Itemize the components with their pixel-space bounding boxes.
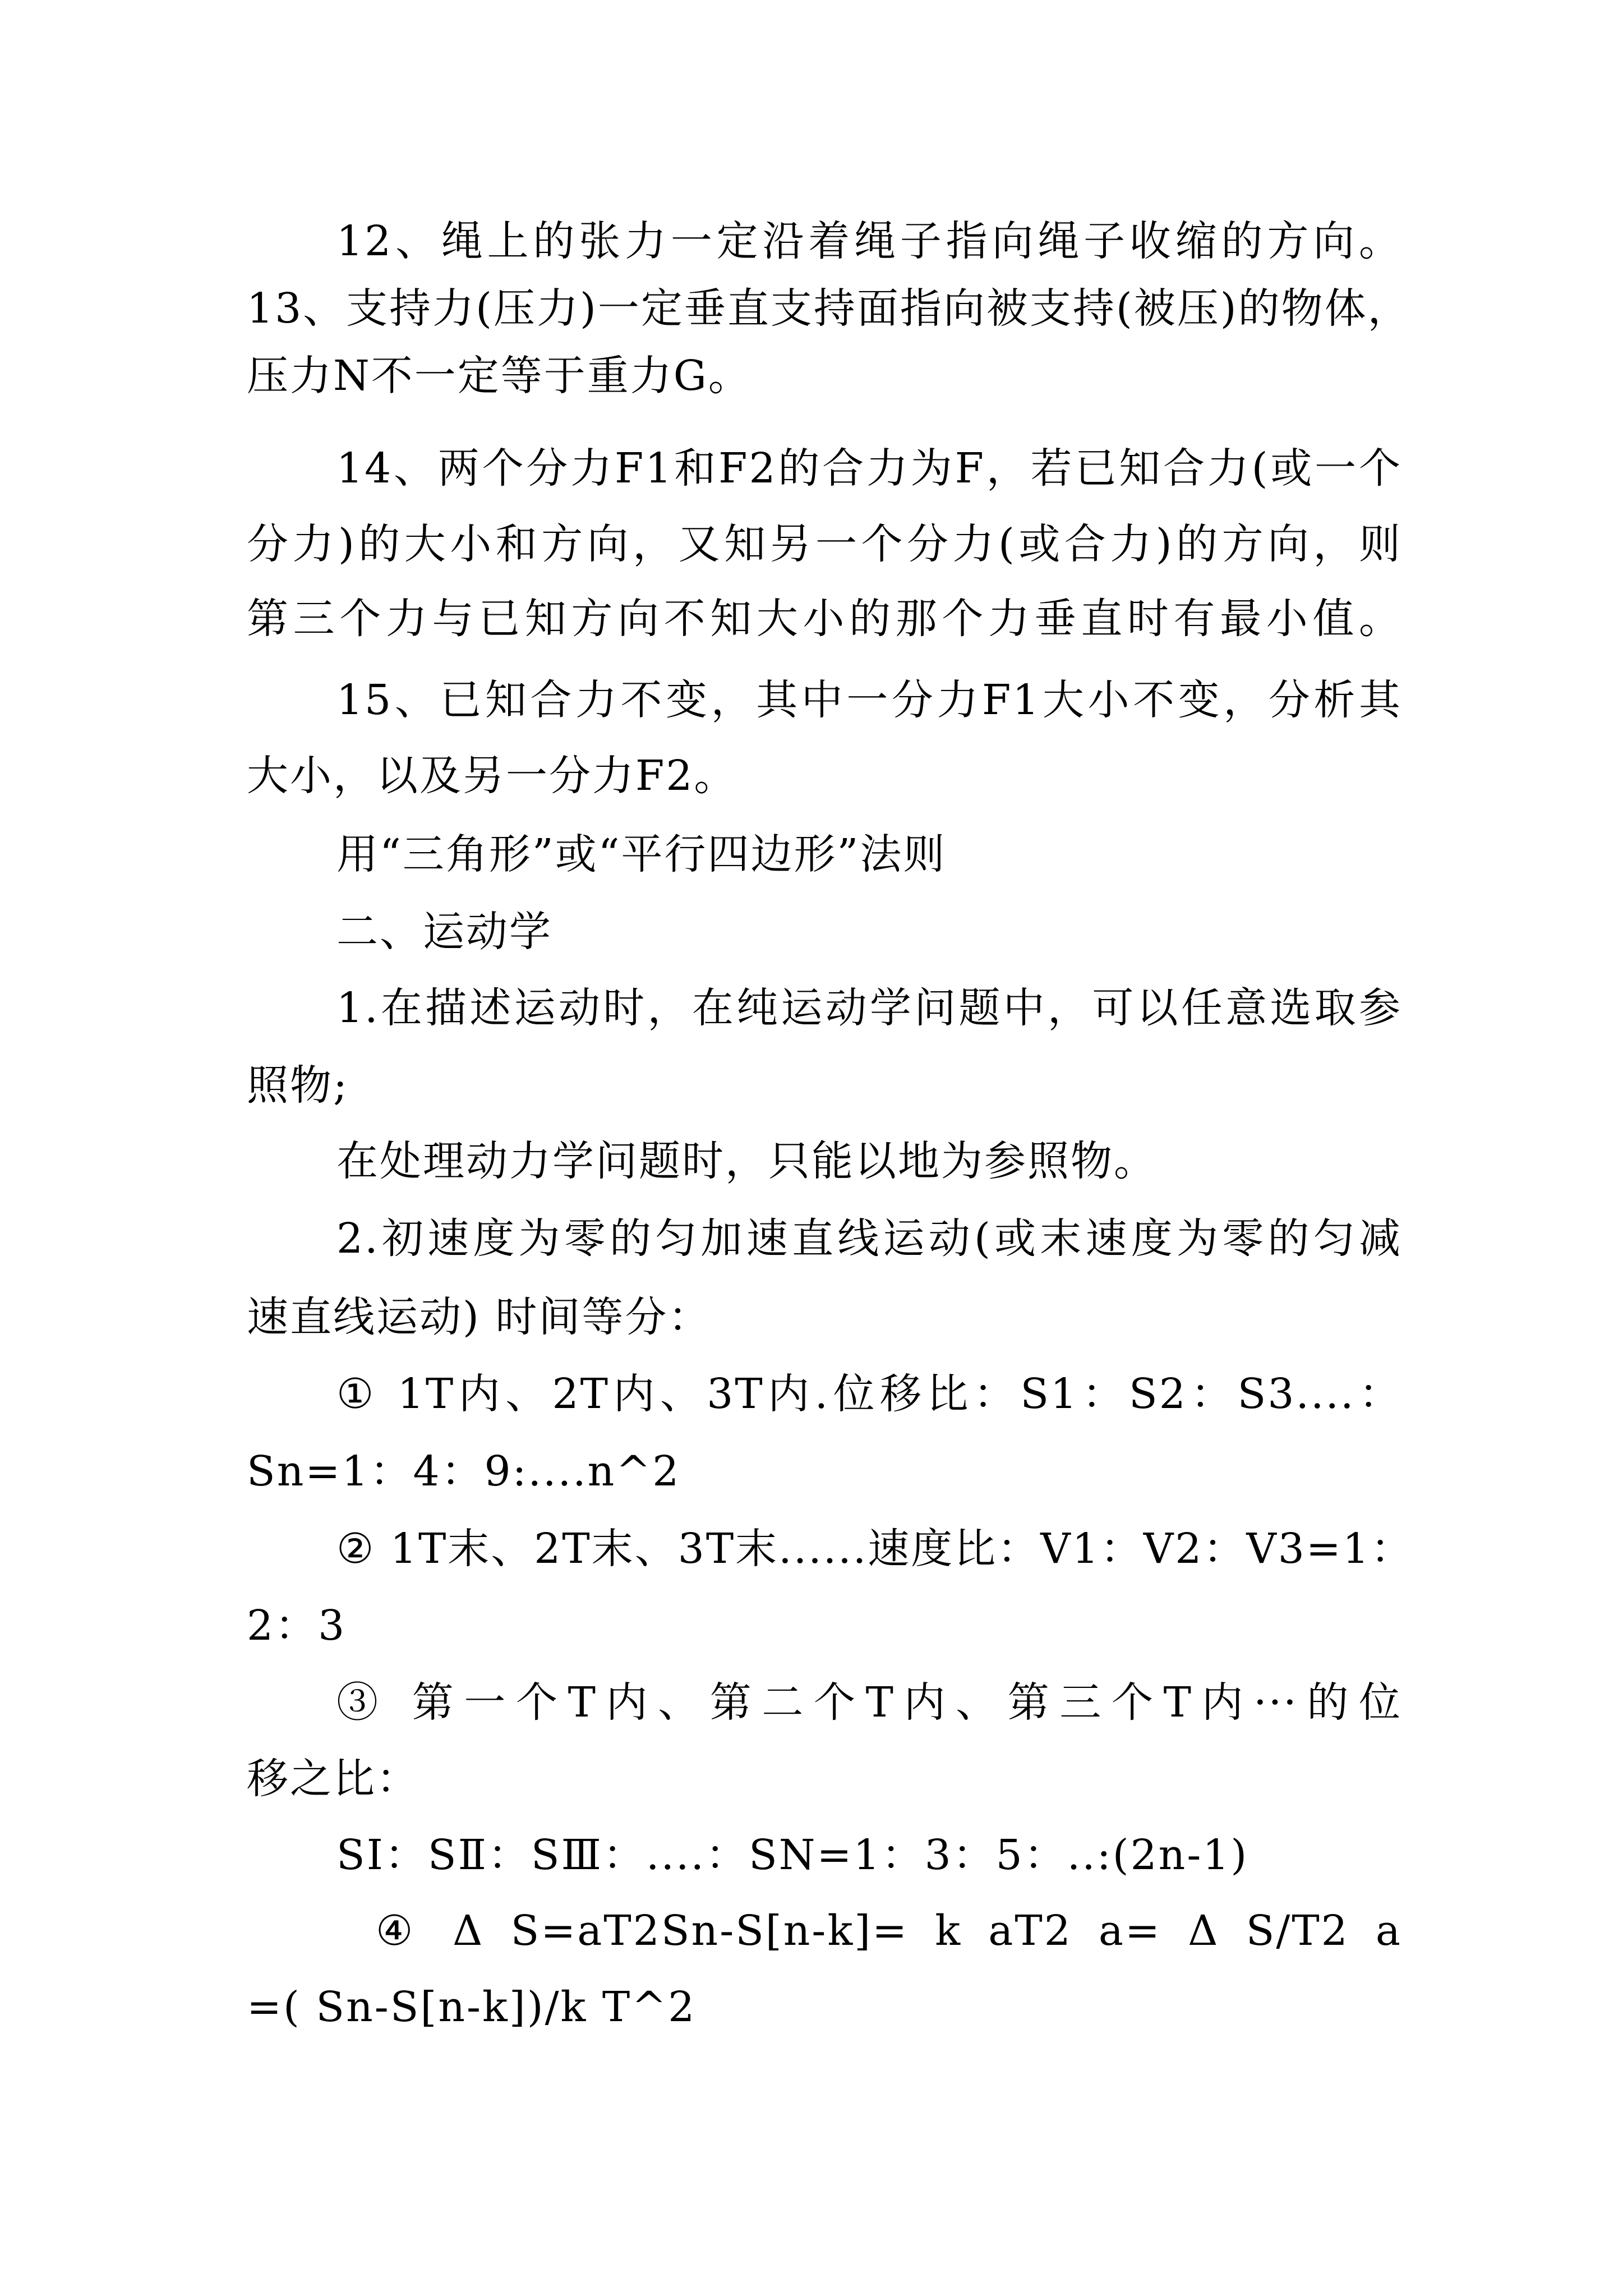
paragraph-line: 15、已知合力不变，其中一分力F1大小不变，分析其 — [336, 676, 1402, 724]
paragraph-line: 第三个力与已知方向不知大小的那个力垂直时有最小值。 — [247, 595, 1402, 643]
paragraph-line: ① 1T内、2T内、3T内.位移比：S1：S2：S3....： — [336, 1370, 1402, 1418]
paragraph-line: 照物; — [247, 1061, 349, 1110]
paragraph-line: 2：3 — [247, 1602, 347, 1650]
paragraph-line: 移之比： — [247, 1755, 419, 1803]
paragraph-line: 1.在描述运动时，在纯运动学问题中，可以任意选取参 — [336, 984, 1402, 1032]
paragraph-line: 分力)的大小和方向，又知另一个分力(或合力)的方向，则 — [247, 520, 1402, 568]
paragraph-line: 2.初速度为零的匀加速直线运动(或末速度为零的匀减 — [336, 1214, 1402, 1263]
formula-line: =( Sn-S[n-k])/k T^2 — [247, 1983, 697, 2031]
paragraph-line: 14、两个分力F1和F2的合力为F，若已知合力(或一个 — [336, 444, 1402, 493]
paragraph-line: 用“三角形”或“平行四边形”法则 — [336, 830, 947, 878]
paragraph-line: ③ 第一个T内、第二个T内、第三个T内···的位 — [336, 1678, 1402, 1727]
paragraph-line: Sn=1：4：9:....n^2 — [247, 1447, 681, 1496]
paragraph-line: 12、绳上的张力一定沿着绳子指向绳子收缩的方向。 — [336, 217, 1402, 265]
section-heading: 二、运动学 — [336, 908, 552, 956]
paragraph-line: 13、支持力(压力)一定垂直支持面指向被支持(被压)的物体， — [247, 284, 1411, 333]
paragraph-line: 大小，以及另一分力F2。 — [247, 752, 737, 800]
formula-line: SⅠ：SⅡ：SⅢ：....：SN=1：3：5：..:(2n-1) — [336, 1831, 1249, 1879]
paragraph-line: 在处理动力学问题时，只能以地为参照物。 — [336, 1137, 1157, 1185]
formula-line: ④ Δ S=aT2Sn-S[n-k]= k aT2 a= Δ S/T2 a — [376, 1907, 1402, 1955]
paragraph-line: 压力N不一定等于重力G。 — [247, 352, 751, 400]
paragraph-line: 速直线运动) 时间等分： — [247, 1293, 712, 1341]
paragraph-line: ② 1T末、2T末、3T末......速度比：V1：V2：V3=1： — [336, 1525, 1414, 1573]
